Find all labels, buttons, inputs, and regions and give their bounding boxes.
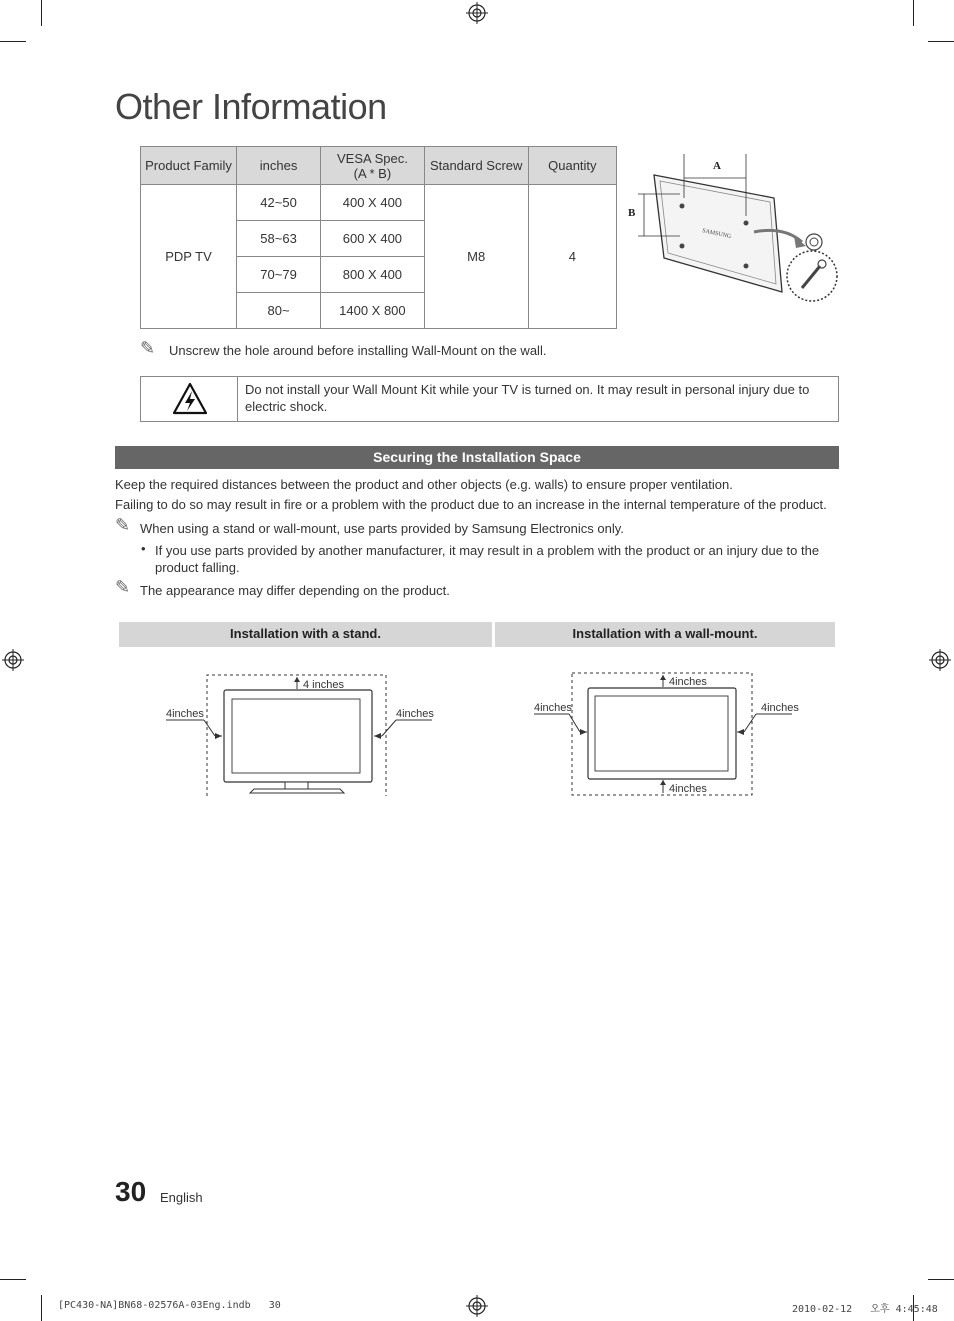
- crop-mark: [0, 1279, 26, 1280]
- registration-mark-icon: [929, 649, 951, 671]
- samsung-parts-note: When using a stand or wall-mount, use parts provided by Samsung Electronics only.: [140, 521, 624, 536]
- crop-mark: [41, 0, 42, 26]
- page-language: English: [160, 1190, 203, 1205]
- cell-vesa: 400 X 400: [321, 185, 425, 221]
- cell-vesa: 800 X 400: [321, 257, 425, 293]
- cell-product-family: PDP TV: [141, 185, 237, 329]
- registration-mark-icon: [466, 1295, 488, 1317]
- cell-quantity: 4: [528, 185, 616, 329]
- header-inches: inches: [237, 147, 321, 185]
- warning-box: [140, 376, 839, 422]
- wall-left-clearance: 4inches: [534, 702, 572, 714]
- dimension-b-label: B: [628, 207, 636, 219]
- header-vesa-line1: VESA Spec.: [336, 150, 408, 166]
- footer-file-info: [PC430-NA]BN68-02576A-03Eng.indb 30: [58, 1300, 281, 1311]
- cell-inches: 80~: [237, 293, 321, 329]
- header-standard-screw: Standard Screw: [424, 147, 528, 185]
- warning-text: Do not install your Wall Mount Kit while your TV is turned on. It may result in personal injury due to electric shock.: [245, 382, 810, 414]
- paragraph: Failing to do so may result in fire or a problem with the product due to an increase in the internal temperature of the product.: [115, 497, 827, 512]
- wall-top-clearance: 4inches: [669, 676, 707, 688]
- registration-mark-icon: [466, 2, 488, 24]
- pencil-icon: ✎: [115, 577, 131, 597]
- stand-left-clearance: 4inches: [166, 708, 204, 720]
- unscrew-note: Unscrew the hole around before installing Wall-Mount on the wall.: [169, 343, 547, 358]
- dimension-a-label: A: [713, 160, 721, 172]
- header-vesa: [321, 147, 425, 185]
- table-row: [141, 185, 617, 221]
- warning-icon-cell: [141, 377, 238, 421]
- cell-vesa: 600 X 400: [321, 221, 425, 257]
- crop-mark: [928, 41, 954, 42]
- cell-screw: M8: [424, 185, 528, 329]
- cell-vesa: 1400 X 800: [321, 293, 425, 329]
- header-quantity: Quantity: [528, 147, 616, 185]
- crop-mark: [928, 1279, 954, 1280]
- wall-right-clearance: 4inches: [761, 702, 799, 714]
- section-heading: Securing the Installation Space: [115, 446, 839, 469]
- wall-bottom-clearance: 4inches: [669, 783, 707, 795]
- bullet-text: If you use parts provided by another manufacturer, it may result in a problem with the product or an injury due to the product falling.: [155, 543, 820, 575]
- stand-installation-diagram: [160, 668, 450, 798]
- paragraph: Keep the required distances between the product and other objects (e.g. walls) to ensure proper ventilation.: [115, 477, 733, 492]
- crop-mark: [0, 41, 26, 42]
- bullet-icon: •: [141, 541, 146, 556]
- tv-back-wall-mount-illustration: [624, 150, 840, 306]
- high-voltage-warning-icon: [172, 382, 208, 415]
- table-header-row: [141, 147, 617, 185]
- pencil-icon: ✎: [115, 515, 131, 535]
- svg-text:SAMSUNG: SAMSUNG: [701, 228, 732, 241]
- footer-date: 2010-02-12 오후 4:45:48: [792, 1304, 938, 1315]
- page-number: 30: [115, 1176, 147, 1207]
- cell-inches: 42~50: [237, 185, 321, 221]
- header-product-family: Product Family: [141, 147, 237, 185]
- cell-inches: 70~79: [237, 257, 321, 293]
- stand-top-clearance: 4 inches: [303, 679, 344, 691]
- pencil-icon: ✎: [140, 338, 156, 358]
- appearance-note: The appearance may differ depending on the product.: [140, 583, 450, 598]
- cell-inches: 58~63: [237, 221, 321, 257]
- wall-install-header: Installation with a wall-mount.: [495, 622, 835, 647]
- wall-mount-installation-diagram: [530, 668, 810, 800]
- wall-mount-spec-table: [140, 146, 617, 329]
- page-title: Other Information: [115, 86, 387, 127]
- crop-mark: [41, 1295, 42, 1321]
- stand-install-header: Installation with a stand.: [119, 622, 492, 647]
- crop-mark: [913, 0, 914, 26]
- registration-mark-icon: [2, 649, 24, 671]
- header-vesa-line2: (A * B): [353, 165, 392, 181]
- stand-right-clearance: 4inches: [396, 708, 434, 720]
